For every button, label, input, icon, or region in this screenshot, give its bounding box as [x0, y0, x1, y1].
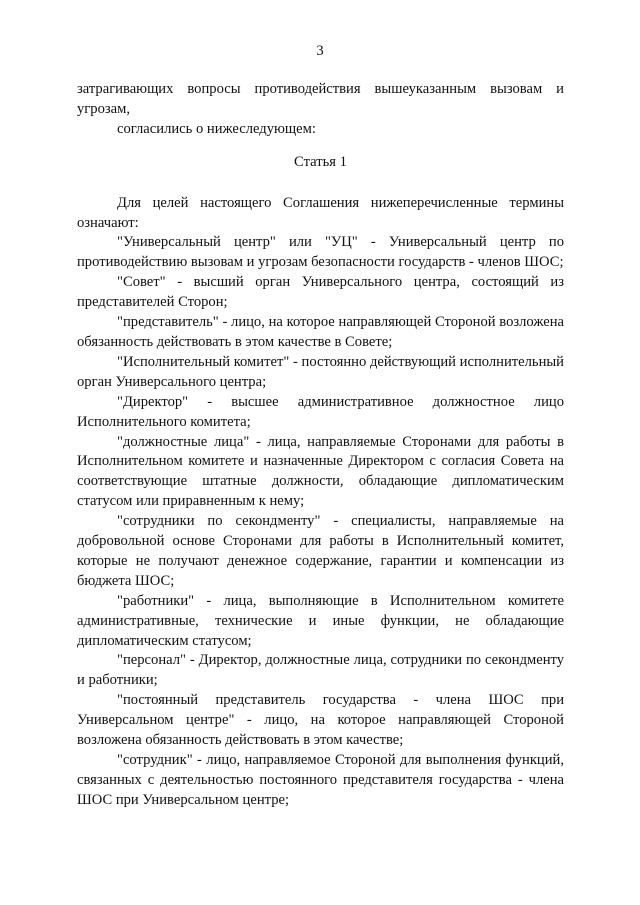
- intro-continuation: затрагивающих вопросы противодействия вышеуказанным вызовам и угрозам,: [77, 81, 564, 117]
- paragraph-officials: "должностные лица" - лица, направляемые Сторонами для работы в Исполнительном комитете и назначенные Директором с согласия Совета на соответствующие штатные должности, обладающие дипломатическим статусом или приравненным к нему;: [77, 433, 564, 510]
- paragraph-employee: "сотрудник" - лицо, направляемое Стороной для выполнения функций, связанных с деятельностью постоянного представителя государства - члена ШОС при Универсальном центре;: [77, 752, 564, 808]
- paragraph-permanent-representative: "постоянный представитель государства - члена ШОС при Универсальном центре" - лицо, на которое направляющей Стороной возложена обязанность действовать в этом качестве;: [77, 692, 564, 749]
- paragraph-workers: "работники" - лица, выполняющие в Исполнительном комитете административные, технические и иные функции, не обладающие дипломатическим статусом;: [77, 592, 564, 649]
- paragraph-secondment-staff: "сотрудники по секондменту" - специалисты, направляемые на добровольной основе Сторонами для работы в Исполнительный комитет, которые не получают денежное содержание, гарантии и компенсации из бюджета ШОС;: [77, 513, 564, 589]
- intro-agreement-line: согласились о нижеследующем:: [117, 120, 316, 137]
- paragraph-council: "Совет" - высший орган Универсального центра, состоящий из представителей Сторон;: [77, 274, 564, 311]
- paragraph-executive-committee: "Исполнительный комитет" - постоянно действующий исполнительный орган Универсального центра;: [77, 353, 564, 390]
- page-number: 3: [316, 43, 324, 59]
- paragraph-universal-center: "Универсальный центр" или "УЦ" - Универсальный центр по противодействию вызовам и угрозам безопасности государств - членов ШОС;: [77, 234, 564, 271]
- document-body: [77, 80, 564, 811]
- article-heading: Статья 1: [294, 153, 347, 170]
- paragraph-definitions-intro: Для целей настоящего Соглашения нижеперечисленные термины означают:: [77, 194, 564, 231]
- paragraph-director: "Директор" - высшее административное должностное лицо Исполнительного комитета;: [77, 393, 564, 430]
- paragraph-personnel: "персонал" - Директор, должностные лица, сотрудники по секондменту и работники;: [77, 652, 564, 689]
- paragraph-representative: "представитель" - лицо, на которое направляющей Стороной возложена обязанность действовать в этом качестве в Совете;: [77, 314, 564, 350]
